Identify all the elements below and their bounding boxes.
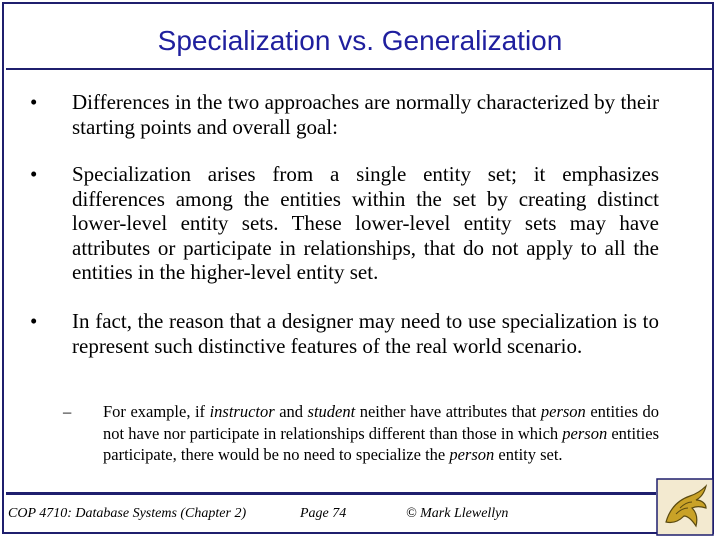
footer-copyright: © Mark Llewellyn [406, 506, 509, 521]
slide-title: Specialization vs. Generalization [157, 25, 563, 56]
sub-bullet-marker: – [63, 402, 72, 421]
footer-course: COP 4710: Database Systems (Chapter 2) [8, 506, 247, 521]
bullet-marker: • [30, 309, 38, 333]
bullet-marker: • [30, 90, 38, 114]
sub-bullet-text: For example, if instructor and student neither have attributes that person entities do not have nor participate in relationships different than those in which person entities participate, there would be no need to specialize the person entity set. [103, 402, 660, 464]
bullet-text: In fact, the reason that a designer may need to use specialization is to represent such distinctive features of the real world scenario. [72, 309, 659, 358]
bullet-marker: • [30, 162, 38, 186]
bullet-text: Specialization arises from a single entity set; it emphasizes differences among the entities within the set by creating distinct lower-level entity sets. These lower-level entity sets may have attributes or participate in relationships, that do not apply to all the entities in the higher-level entity set. [72, 162, 659, 284]
bullet-text: Differences in the two approaches are normally characterized by their starting points and overall goal: [72, 90, 659, 139]
footer-page-number: Page 74 [300, 506, 347, 521]
pegasus-logo-icon [656, 478, 714, 536]
title-divider [6, 68, 714, 70]
footer-divider [6, 492, 656, 495]
